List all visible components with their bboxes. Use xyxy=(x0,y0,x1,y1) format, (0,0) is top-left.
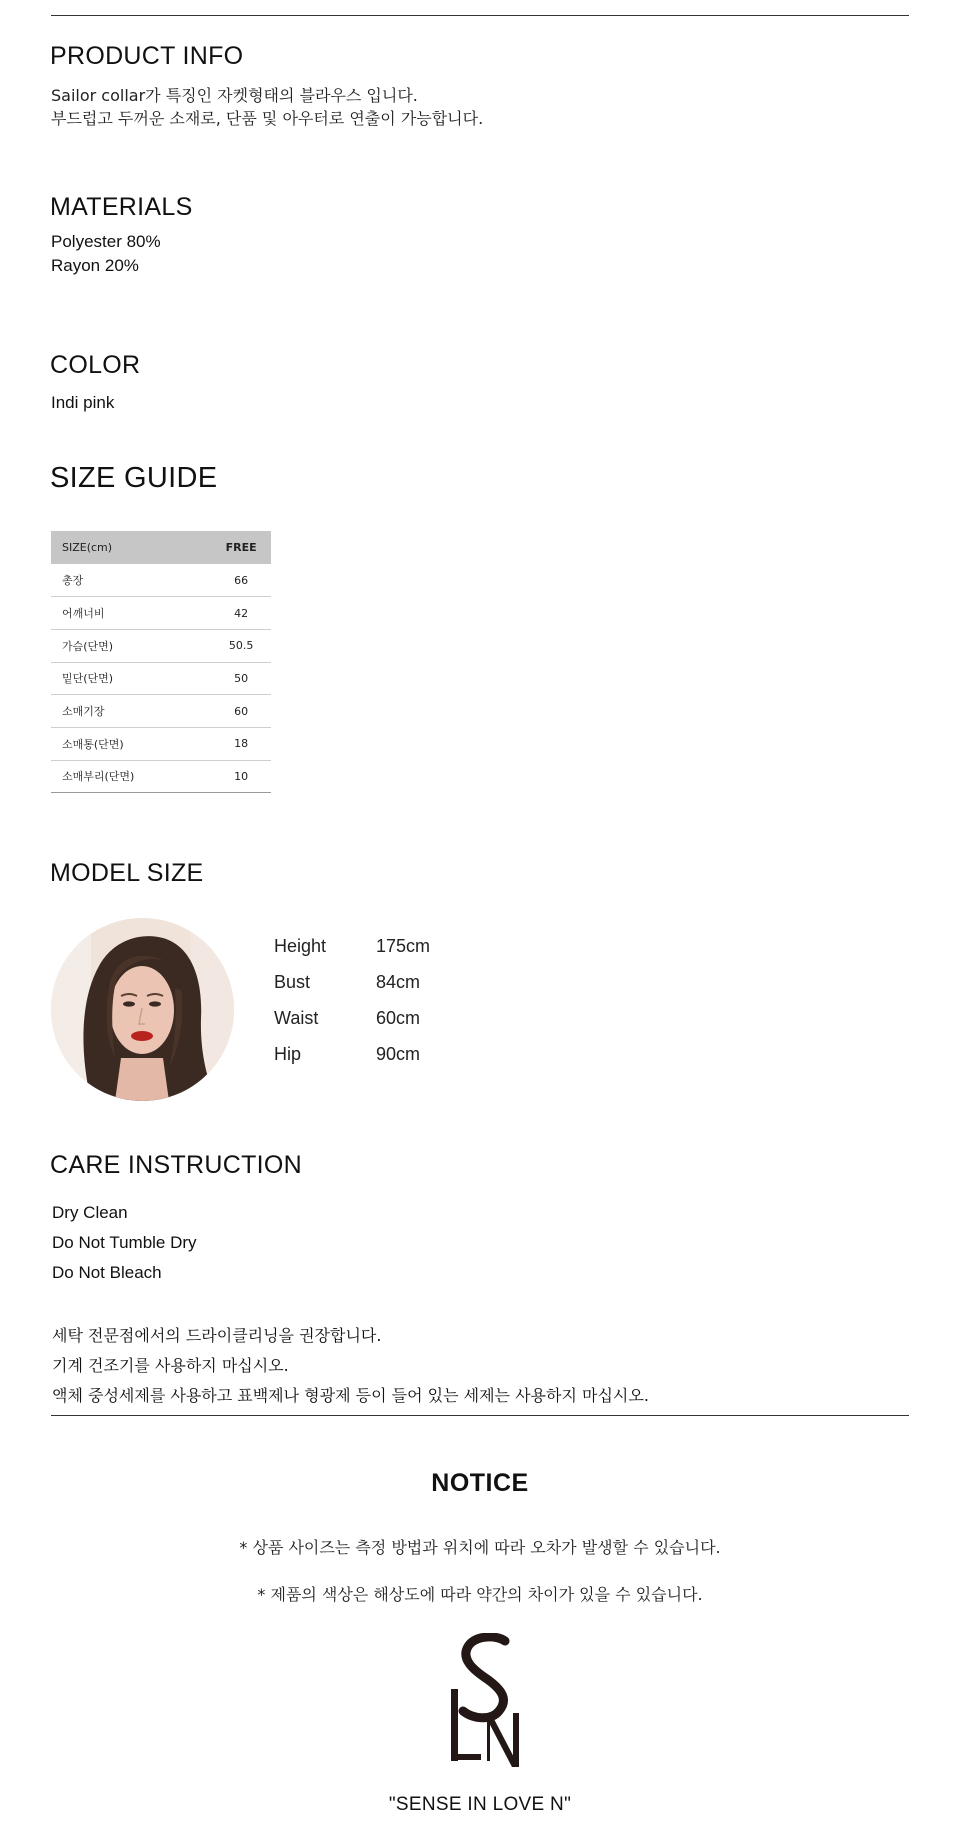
table-row xyxy=(51,662,271,695)
care-note: 세탁 전문점에서의 드라이클리닝을 권장합니다. xyxy=(52,1326,382,1345)
size-row-value: 60 xyxy=(211,695,271,728)
care-note: 기계 건조기를 사용하지 마십시오. xyxy=(52,1356,289,1375)
size-row-label: 소매부리(단면) xyxy=(51,760,211,793)
size-table-header-row xyxy=(51,531,271,564)
product-info-line-1: Sailor collar가 특징인 자켓형태의 블라우스 입니다. xyxy=(51,86,418,105)
table-row xyxy=(51,629,271,662)
size-guide-table xyxy=(51,531,271,793)
care-item: Do Not Bleach xyxy=(52,1263,162,1282)
model-label: Height xyxy=(274,936,327,956)
model-value: 90cm xyxy=(376,1044,421,1064)
table-row xyxy=(51,564,271,597)
size-row-value: 10 xyxy=(211,760,271,793)
size-row-label: 가슴(단면) xyxy=(51,629,211,662)
model-photo xyxy=(51,918,234,1101)
model-value: 84cm xyxy=(376,972,421,992)
notice-title: NOTICE xyxy=(431,1469,529,1497)
size-row-value: 42 xyxy=(211,597,271,630)
size-row-label: 어깨너비 xyxy=(51,597,211,630)
product-info-line-2: 부드럽고 두꺼운 소재로, 단품 및 아우터로 연출이 가능합니다. xyxy=(51,109,484,128)
color-heading: COLOR xyxy=(50,351,141,379)
care-item: Dry Clean xyxy=(52,1203,128,1222)
notice-line: * 상품 사이즈는 측정 방법과 위치에 따라 오차가 발생할 수 있습니다. xyxy=(239,1538,721,1557)
model-label: Hip xyxy=(274,1044,302,1064)
size-row-value: 50.5 xyxy=(211,629,271,662)
model-value: 60cm xyxy=(376,1008,421,1028)
top-divider xyxy=(51,15,909,16)
size-row-value: 66 xyxy=(211,564,271,597)
model-portrait-illustration xyxy=(51,918,234,1101)
size-table-header-free: FREE xyxy=(211,531,271,564)
notice-line: * 제품의 색상은 해상도에 따라 약간의 차이가 있을 수 있습니다. xyxy=(257,1585,703,1604)
product-info-heading: PRODUCT INFO xyxy=(50,42,244,70)
model-value: 175cm xyxy=(376,936,431,956)
size-table-header-label: SIZE(cm) xyxy=(51,531,211,564)
care-instruction-heading: CARE INSTRUCTION xyxy=(50,1151,303,1179)
size-row-label: 소매기장 xyxy=(51,695,211,728)
material-line-1: Polyester 80% xyxy=(51,232,161,251)
brand-tagline: "SENSE IN LOVE N" xyxy=(388,1794,572,1815)
color-value: Indi pink xyxy=(51,393,115,412)
size-row-value: 18 xyxy=(211,727,271,760)
size-row-label: 총장 xyxy=(51,564,211,597)
care-note: 액체 중성세제를 사용하고 표백제나 형광제 등이 들어 있는 세제는 사용하지 마십시오. xyxy=(52,1386,649,1405)
care-item: Do Not Tumble Dry xyxy=(52,1233,197,1252)
table-row xyxy=(51,727,271,760)
material-line-2: Rayon 20% xyxy=(51,256,139,275)
bottom-divider xyxy=(51,1415,909,1416)
table-row xyxy=(51,695,271,728)
model-label: Bust xyxy=(274,972,311,992)
table-row xyxy=(51,760,271,793)
model-label: Waist xyxy=(274,1008,319,1028)
size-row-label: 밑단(단면) xyxy=(51,662,211,695)
size-row-label: 소매통(단면) xyxy=(51,727,211,760)
size-guide-heading: SIZE GUIDE xyxy=(50,462,218,494)
model-size-heading: MODEL SIZE xyxy=(50,859,204,887)
table-row xyxy=(51,597,271,630)
brand-logo xyxy=(447,1633,527,1773)
materials-heading: MATERIALS xyxy=(50,193,193,221)
size-row-value: 50 xyxy=(211,662,271,695)
